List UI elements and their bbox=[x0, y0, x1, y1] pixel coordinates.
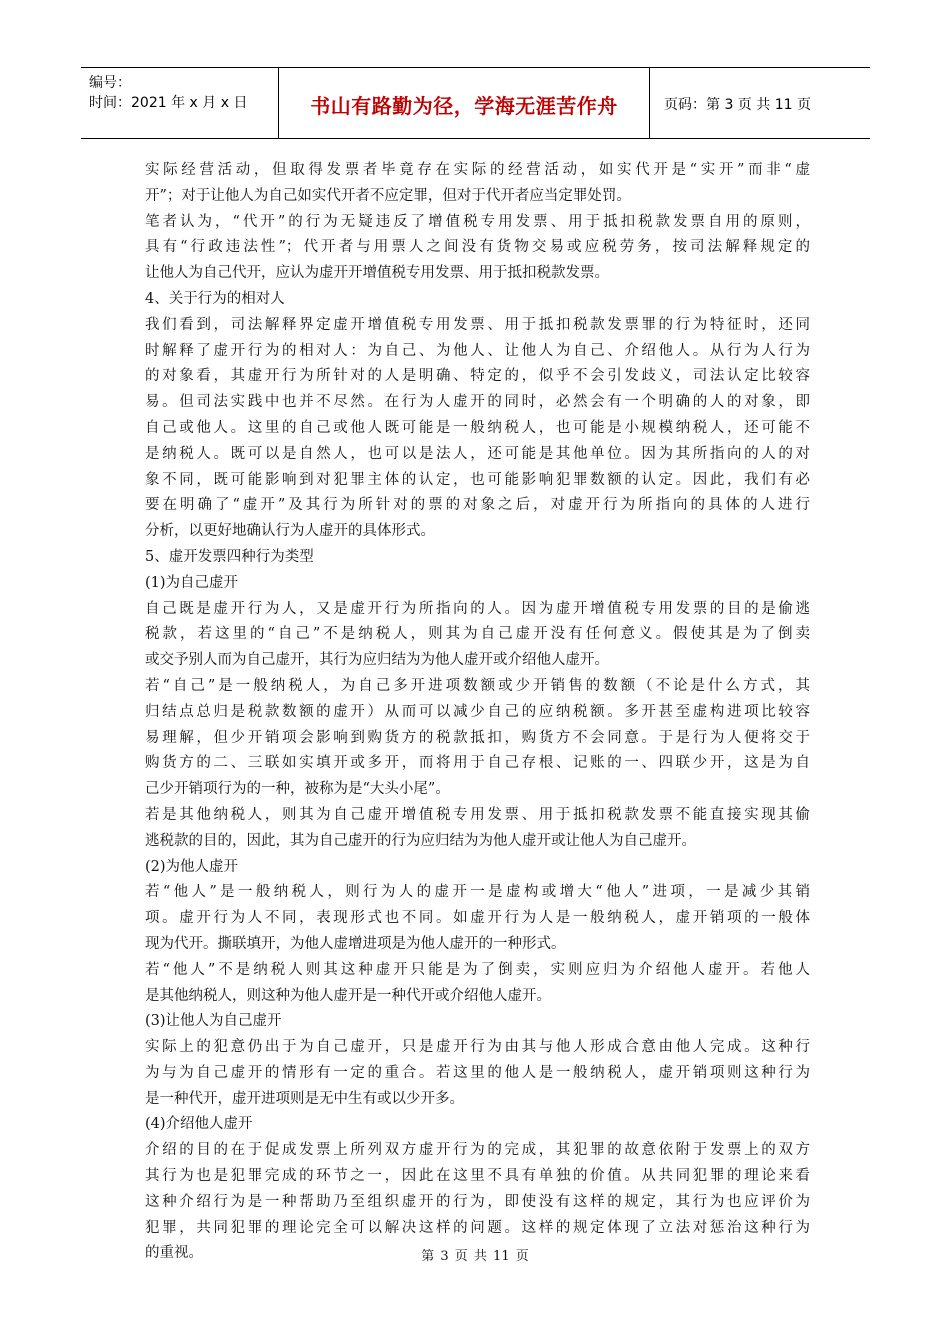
text-line: 归结点总归是税款数额的虚开）从而可以减少自己的应纳税额。多开甚至虚构进项比较容 bbox=[145, 703, 810, 720]
header-table bbox=[81, 67, 870, 139]
text-line: 其行为也是犯罪完成的环节之一，因此在这里不具有单独的价值。从共同犯罪的理论来看 bbox=[145, 1168, 810, 1185]
text-line: 购货方的二、三联如实填开或多开，而将用于自己存根、记账的一、四联少开，这是为自 bbox=[145, 755, 810, 772]
text-line: 项。虚开行为人不同，表现形式也不同。如虚开行为人是一般纳税人，虚开销项的一般体 bbox=[145, 910, 810, 927]
text-line: 自己既是虚开行为人，又是虚开行为所指向的人。因为虚开增值税专用发票的目的是偷逃 bbox=[145, 600, 810, 617]
text-line: 笔者认为，“代开”的行为无疑违反了增值税专用发票、用于抵扣税款发票自用的原则， bbox=[145, 213, 810, 230]
text-line: 4、关于行为的相对人 bbox=[145, 290, 285, 307]
text-line: 是其他纳税人，则这种为他人虚开是一种代开或介绍他人虚开。 bbox=[145, 987, 551, 1004]
text-line: (3)让他人为自己虚开 bbox=[145, 1013, 282, 1030]
text-line: 分析，以更好地确认行为人虚开的具体形式。 bbox=[145, 523, 435, 540]
text-line: 或交予别人而为自己虚开，其行为应归结为为他人虚开或介绍他人虚开。 bbox=[145, 652, 609, 669]
page-footer: 第 3 页 共 11 页 bbox=[421, 1249, 529, 1264]
text-line: 要在明确了“虚开”及其行为所针对的票的对象之后，对虚开行为所指向的具体的人进行 bbox=[145, 497, 810, 514]
text-line: 易。但司法实践中也并不尽然。在行为人虚开的同时，必然会有一个明确的人的对象，即 bbox=[145, 394, 810, 411]
text-line: (4)介绍他人虚开 bbox=[145, 1116, 253, 1133]
text-line: 具有“行政违法性”；代开者与用票人之间没有货物交易或应税劳务，按司法解释规定的 bbox=[145, 239, 810, 256]
text-line: 若“自己”是一般纳税人，为自己多开进项数额或少开销售的数额（不论是什么方式，其 bbox=[145, 677, 810, 694]
header-motto-cell bbox=[278, 68, 650, 138]
text-line: 是纳税人。既可以是自然人，也可以是法人，还可能是其他单位。因为其所指向的人的对 bbox=[145, 445, 810, 462]
text-line: 税款，若这里的“自己”不是纳税人，则其为自己虚开没有任何意义。假使其是为了倒卖 bbox=[145, 626, 810, 643]
text-line: 我们看到，司法解释界定虚开增值税专用发票、用于抵扣税款发票罪的行为特征时，还同 bbox=[145, 316, 810, 333]
text-line: 犯罪，共同犯罪的理论完全可以解决这样的问题。这样的规定体现了立法对惩治这种行为 bbox=[145, 1219, 810, 1236]
text-line: 象不同，既可能影响到对犯罪主体的认定，也可能影响犯罪数额的认定。因此，我们有必 bbox=[145, 471, 810, 488]
header-page-number: 页码：第 3 页 共 11 页 bbox=[664, 97, 811, 113]
text-line: 介绍的目的在于促成发票上所列双方虚开行为的完成，其犯罪的故意依附于发票上的双方 bbox=[145, 1142, 810, 1159]
text-line: 时解释了虚开行为的相对人：为自己、为他人、让他人为自己、介绍他人。从行为人行为 bbox=[145, 342, 810, 359]
text-line: (2)为他人虚开 bbox=[145, 858, 239, 875]
header-left-cell bbox=[81, 68, 277, 138]
text-line: 实际经营活动，但取得发票者毕竟存在实际的经营活动，如实代开是“实开”而非“虚 bbox=[145, 162, 810, 178]
text-line: 为与为自己虚开的情形有一定的重合。若这里的他人是一般纳税人，虚开销项则这种行为 bbox=[145, 1064, 810, 1081]
header-motto: 书山有路勤为径，学海无涯苦作舟 bbox=[310, 94, 618, 118]
text-line: 5、虚开发票四种行为类型 bbox=[145, 548, 314, 565]
document-date: 时间：2021 年 x 月 x 日 bbox=[89, 95, 248, 111]
text-line: 自己或他人。这里的自己或他人既可能是一般纳税人，也可能是小规模纳税人，还可能不 bbox=[145, 419, 810, 436]
text-line: 实际上的犯意仍出于为自己虚开，只是虚开行为由其与他人形成合意由他人完成。这种行 bbox=[145, 1039, 810, 1056]
text-line: 是一种代开，虚开进项则是无中生有或以少开多。 bbox=[145, 1090, 464, 1107]
text-line: (1)为自己虚开 bbox=[145, 574, 239, 591]
text-line: 易理解，但少开销项会影响到购货方的税款抵扣，购货方不会同意。于是行为人便将交于 bbox=[145, 729, 810, 746]
text-line: 开”；对于让他人为自己如实代开者不应定罪，但对于代开者应当定罪处罚。 bbox=[145, 187, 631, 204]
text-line: 若是其他纳税人，则其为自己虚开增值税专用发票、用于抵扣税款发票不能直接实现其偷 bbox=[145, 806, 810, 823]
text-line: 的对象看，其虚开行为所针对的人是明确、特定的，似乎不会引发歧义，司法认定比较容 bbox=[145, 368, 810, 385]
text-line: 让他人为自己代开，应认为虚开开增值税专用发票、用于抵扣税款发票。 bbox=[145, 265, 609, 282]
text-line: 若“他人”是一般纳税人，则行为人的虚开一是虚构或增大“他人”进项，一是减少其销 bbox=[145, 884, 810, 901]
document-code-label: 编号： bbox=[89, 75, 131, 91]
header-page-cell bbox=[650, 68, 870, 138]
text-line: 现为代开。撕联填开，为他人虚增进项是为他人虚开的一种形式。 bbox=[145, 935, 566, 952]
text-line: 己少开销项行为的一种，被称为是“大头小尾”。 bbox=[145, 781, 450, 798]
text-line: 的重视。 bbox=[145, 1245, 203, 1262]
document-body bbox=[145, 158, 810, 1267]
text-line: 逃税款的目的，因此，其为自己虚开的行为应归结为为他人虚开或让他人为自己虚开。 bbox=[145, 832, 696, 849]
text-line: 这种介绍行为是一种帮助乃至组织虚开的行为，即使没有这样的规定，其行为也应评价为 bbox=[145, 1193, 810, 1210]
text-line: 若“他人”不是纳税人则其这种虚开只能是为了倒卖，实则应归为介绍他人虚开。若他人 bbox=[145, 961, 810, 978]
